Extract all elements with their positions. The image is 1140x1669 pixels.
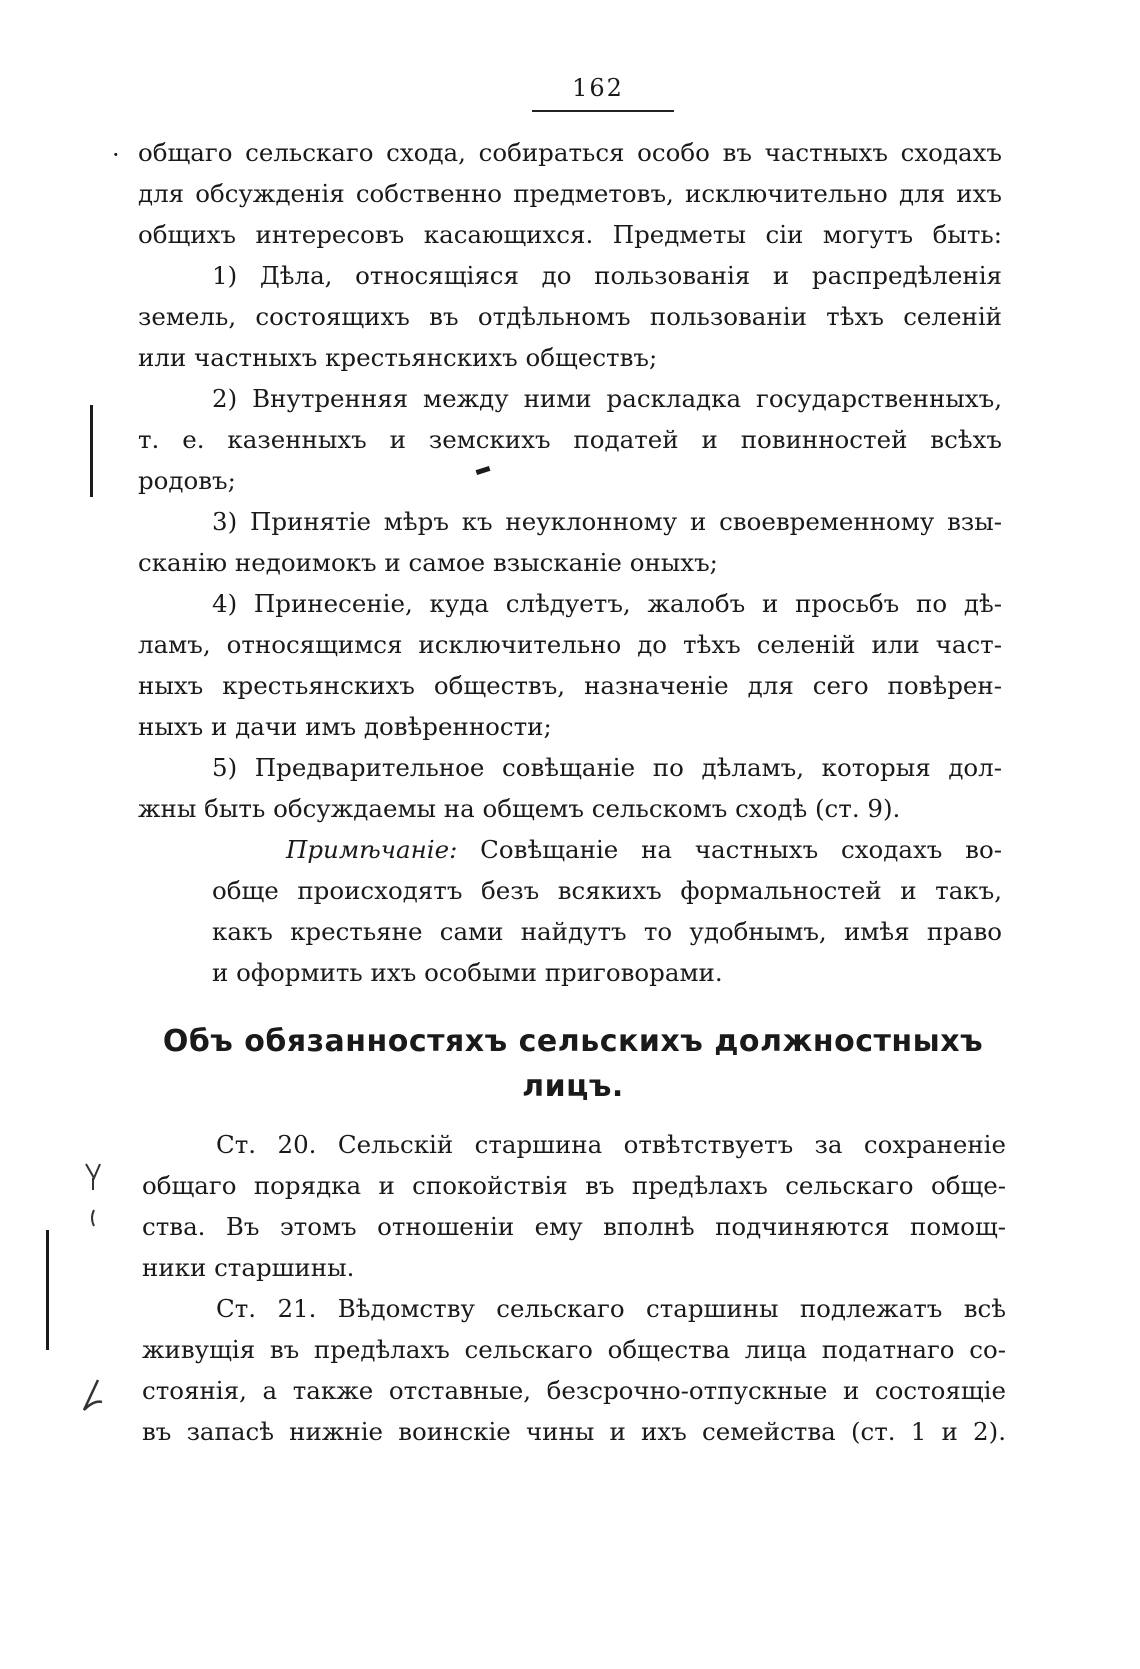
text-line: въ запасѣ нижніе воинскіе чины и ихъ семейства (ст. 1 и 2). — [142, 1417, 1006, 1446]
text-line: общаго порядка и спокойствія въ предѣлахъ сельскаго обще- — [142, 1171, 1006, 1200]
text-line: жны быть обсуждаемы на общемъ сельскомъ сходѣ (ст. 9). — [138, 794, 901, 823]
text-line: 2) Внутренняя между ними раскладка государственныхъ, — [212, 384, 1002, 413]
text-line: живущія въ предѣлахъ сельскаго общества лица податнаго со- — [142, 1335, 1006, 1364]
text-line: 3) Принятіе мѣръ къ неуклонному и своевременному взы- — [212, 507, 1002, 536]
note-text: Совѣщаніе на частныхъ сходахъ во- — [480, 835, 1002, 864]
text-line: родовъ; — [138, 466, 236, 495]
text-line: 5) Предварительное совѣщаніе по дѣламъ, которыя дол- — [212, 753, 1002, 782]
text-line: ныхъ крестьянскихъ обществъ, назначеніе для сего повѣрен- — [138, 671, 1002, 700]
text-line: 1) Дѣла, относящіяся до пользованія и распредѣленія — [212, 261, 1002, 290]
text-line: ныхъ и дачи имъ довѣренности; — [138, 712, 552, 741]
text-line: обще происходятъ безъ всякихъ формальностей и такъ, — [212, 876, 1002, 905]
text-line: т. е. казенныхъ и земскихъ податей и повинностей всѣхъ — [138, 425, 1002, 454]
page-number-rule — [532, 110, 674, 112]
text-line: Ст. 20. Сельскій старшина отвѣтствуетъ за сохраненіе — [216, 1130, 1006, 1159]
margin-handwriting-mark — [76, 1376, 116, 1420]
text-line: общихъ интересовъ касающихся. Предметы сіи могутъ быть: — [138, 220, 1002, 249]
text-line: 4) Принесеніе, куда слѣдуетъ, жалобъ и просьбъ по дѣ- — [212, 589, 1002, 618]
margin-pencil-line — [90, 405, 93, 497]
text-line: общаго сельскаго схода, собираться особо въ частныхъ сходахъ — [138, 138, 1002, 167]
text-line: ламъ, относящимся исключительно до тѣхъ селеній или част- — [138, 630, 1002, 659]
ink-speck — [476, 466, 491, 475]
text-line: ства. Въ этомъ отношеніи ему вполнѣ подчиняются помощ- — [142, 1212, 1006, 1241]
note-label: Примѣчаніе: — [286, 835, 458, 864]
text-line: и оформить ихъ особыми приговорами. — [212, 958, 723, 987]
page-number: 162 — [572, 74, 624, 102]
margin-dot: · — [112, 141, 120, 169]
text-line: Ст. 21. Вѣдомству сельскаго старшины подлежатъ всѣ — [216, 1294, 1006, 1323]
text-line: стоянія, а также отставные, безсрочно-отпускные и состоящіе — [142, 1376, 1006, 1405]
note-first-line — [286, 835, 1002, 865]
margin-pencil-line — [46, 1230, 49, 1350]
section-heading-continued: лицъ. — [522, 1069, 624, 1104]
section-heading: Объ обязанностяхъ сельскихъ должностныхъ — [162, 1024, 984, 1059]
text-line: для обсужденія собственно предметовъ, исключительно для ихъ — [138, 179, 1002, 208]
margin-handwriting-mark — [80, 1160, 110, 1240]
text-line: ники старшины. — [142, 1253, 355, 1282]
text-line: какъ крестьяне сами найдутъ то удобнымъ, имѣя право — [212, 917, 1002, 946]
text-line: или частныхъ крестьянскихъ обществъ; — [138, 343, 658, 372]
text-line: земель, состоящихъ въ отдѣльномъ пользованіи тѣхъ селеній — [138, 302, 1002, 331]
text-line: сканію недоимокъ и самое взысканіе оныхъ; — [138, 548, 718, 577]
